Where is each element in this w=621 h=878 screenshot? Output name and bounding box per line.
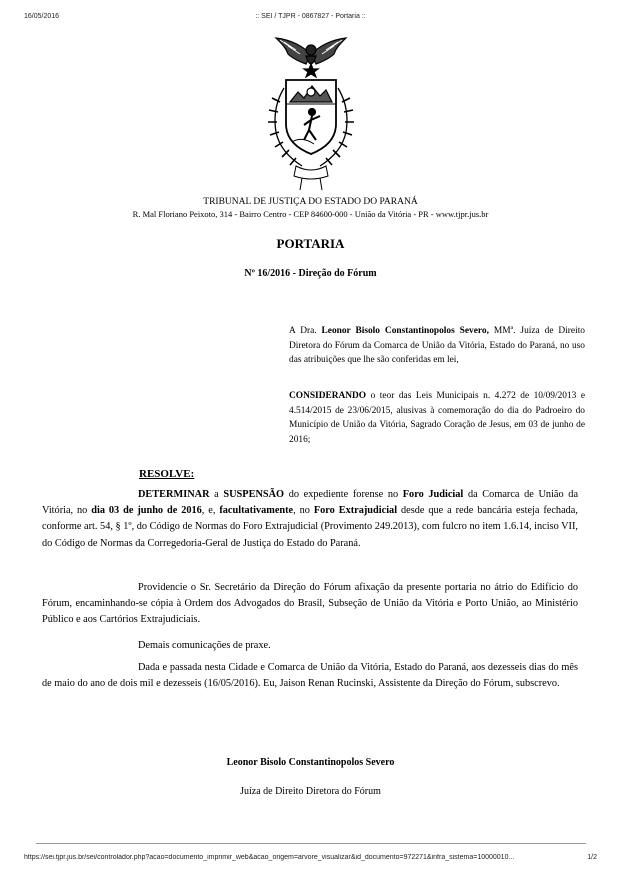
parana-coat-of-arms-icon bbox=[262, 32, 360, 192]
determinar-text-2: do expediente forense no bbox=[284, 489, 403, 500]
determinar-text-5: , no bbox=[293, 505, 314, 517]
intro-paragraph bbox=[289, 324, 585, 368]
document-number: Nº 16/2016 - Direção do Fórum bbox=[244, 268, 377, 279]
foro-extrajudicial-word: Foro Extrajudicial bbox=[313, 505, 398, 517]
determinar-word: DETERMINAR bbox=[138, 489, 210, 500]
facultativamente-word: facultativamente bbox=[219, 505, 294, 517]
resolve-heading: RESOLVE: bbox=[139, 468, 195, 480]
determinar-text-1: a bbox=[209, 489, 224, 500]
dada-paragraph bbox=[42, 660, 578, 692]
footer-page-number: 1/2 bbox=[587, 854, 597, 861]
print-page-title: :: SEI / TJPR - 0867827 - Portaria :: bbox=[255, 13, 366, 20]
intro-rest: MMª. Juíza de Direito Diretora do Fórum da Comarca de União da Vitória, Estado do Paraná, no uso das atribuições que lhe são conferidas em lei, bbox=[289, 326, 585, 366]
intro-prefix: A Dra. bbox=[289, 326, 322, 336]
court-name: TRIBUNAL DE JUSTIÇA DO ESTADO DO PARANÁ bbox=[203, 197, 418, 207]
footer-divider bbox=[36, 843, 586, 844]
demais-paragraph bbox=[42, 638, 578, 654]
determinar-text-6: desde que a rede bancária esteja fechada, conforme art. 54, § 1º, do Código de Normas do Foro Extrajudicial (Provimento 249.2013), com fulcro no item 1.6.14, inciso VII, do Código de Normas da Corregedoria-Geral de Justiça do Estado do Paraná. bbox=[42, 505, 578, 549]
dada-text: Dada e passada nesta Cidade e Comarca de União da Vitória, Estado do Paraná, aos dezesseis dias do mês de maio do ano de dois mil e dezesseis (16/05/2016). Eu, Jaison Renan Rucinski, Assistente da Direção do Fórum, subscrevo. bbox=[42, 662, 578, 690]
determinar-text-4: , e, bbox=[201, 505, 220, 517]
providencie-text: Providencie o Sr. Secretário da Direção do Fórum afixação da presente portaria no átrio do Edifício do Fórum, encaminhando-se cópia à Ordem dos Advogados do Brasil, Subseção de União da Vitória e Porto União, ao Ministério Público e aos Cartórios Extrajudiciais. bbox=[42, 582, 578, 626]
document-title: PORTARIA bbox=[276, 236, 345, 251]
date-phrase: dia 03 de junho de 2016 bbox=[91, 505, 202, 517]
court-address: R. Mal Floriano Peixoto, 314 - Bairro Centro - CEP 84600-000 - União da Vitória - PR - www.tjpr.jus.br bbox=[132, 209, 489, 219]
suspensao-word: SUSPENSÃO bbox=[223, 489, 285, 500]
print-date: 16/05/2016 bbox=[24, 13, 60, 20]
judge-name-inline: Leonor Bisolo Constantinopolos Severo, bbox=[321, 326, 489, 336]
considerando-paragraph bbox=[289, 389, 585, 447]
determinar-paragraph bbox=[42, 487, 578, 552]
footer-url: https://sei.tjpr.jus.br/sei/controlador.php?acao=documento_imprimir_web&acao_origem=arvore_visualizar&id_documento=972271&infra_sistema=10000010... bbox=[24, 854, 515, 861]
determinar-text-3: da Comarca de União da Vitória, no bbox=[42, 489, 579, 517]
demais-text: Demais comunicações de praxe. bbox=[138, 640, 271, 651]
considerando-label: CONSIDERANDO bbox=[289, 391, 367, 401]
foro-judicial-word: Foro Judicial bbox=[402, 489, 464, 500]
signature-role: Juíza de Direito Diretora do Fórum bbox=[240, 786, 381, 797]
considerando-text: o teor das Leis Municipais n. 4.272 de 10/09/2013 e 4.514/2015 de 23/06/2015, alusivas à comemoração do dia do Padroeiro do Município de União da Vitória, Sagrado Coração de Jesus, em 03 de junho de 2016; bbox=[289, 391, 585, 445]
signature-name: Leonor Bisolo Constantinopolos Severo bbox=[226, 757, 395, 768]
providencie-paragraph bbox=[42, 580, 578, 629]
